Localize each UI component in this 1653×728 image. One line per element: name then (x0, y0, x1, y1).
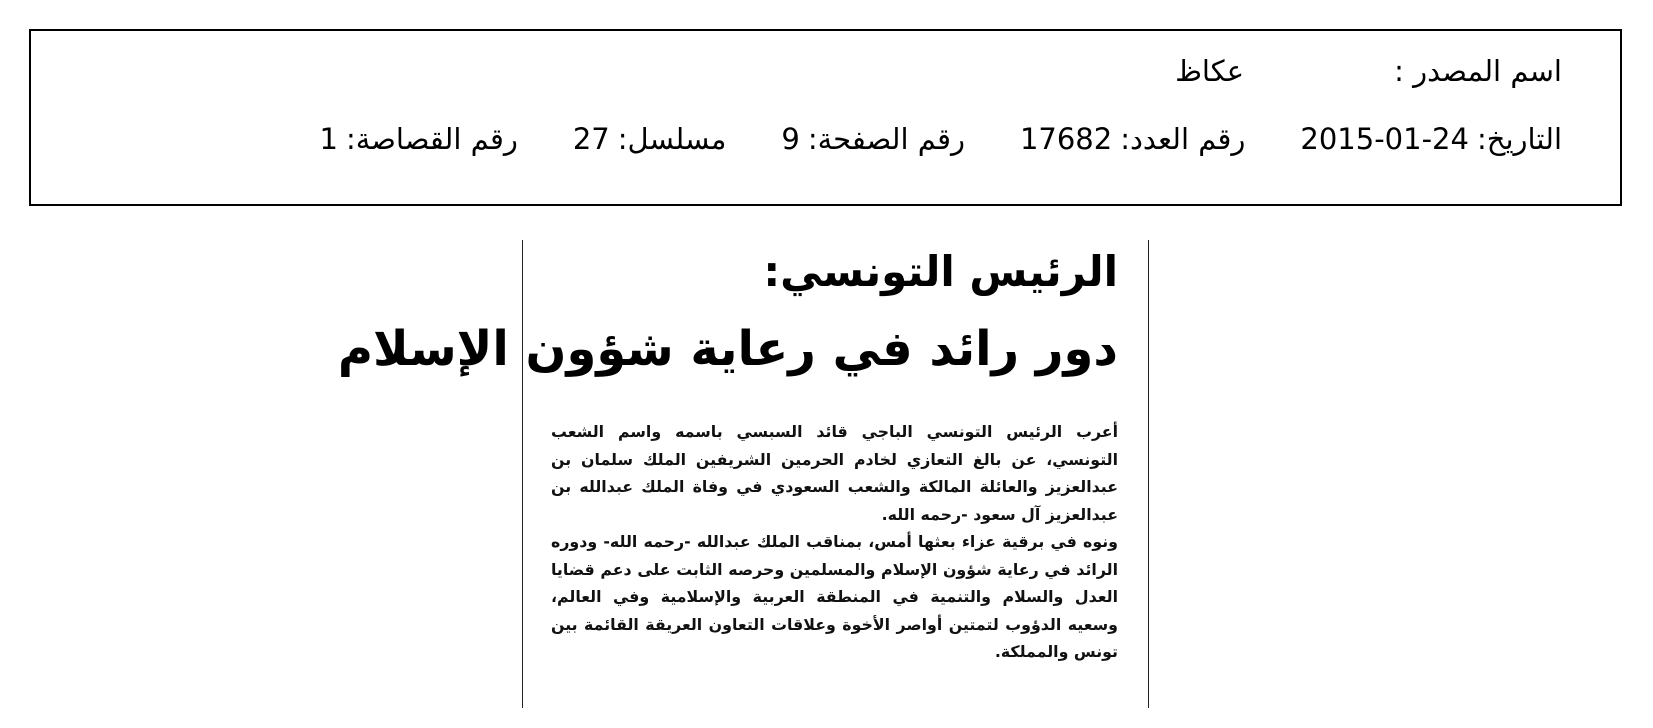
clip-number-value: 1 (319, 122, 338, 156)
article-body (551, 418, 1118, 666)
serial-label: مسلسل: (617, 122, 727, 156)
page-field (781, 122, 965, 156)
clip-number-label: رقم القصاصة: (345, 122, 518, 156)
source-row (1175, 51, 1562, 91)
page-label: رقم الصفحة: (807, 122, 965, 156)
source-value: عكاظ (1175, 54, 1245, 88)
source-label: اسم المصدر : (1394, 54, 1562, 88)
headline-line-2: دور رائد في رعاية شؤون الإسلام (337, 321, 1118, 377)
date-field (1300, 122, 1562, 156)
clip-number-field (320, 122, 518, 156)
serial-value: 27 (572, 122, 610, 156)
issue-value: 17682 (1019, 122, 1113, 156)
article-paragraph-1: أعرب الرئيس التونسي الباجي قائد السبسي باسمه واسم الشعب التونسي، عن بالغ التعازي لخادم الحرمين الشريفين الملك سلمان بن عبدالعزيز والعائلة المالكة والشعب السعودي في وفاة الملك عبدالله بن عبدالعزيز آل سعود -رحمه الله. (551, 422, 1118, 524)
issue-label: رقم العدد: (1120, 122, 1246, 156)
date-label: التاريخ: (1476, 122, 1562, 156)
article-paragraph-2: ونوه في برقية عزاء بعثها أمس، بمناقب الملك عبدالله -رحمه الله- ودوره الرائد في رعاية شؤون الإسلام والمسلمين وحرصه الثابت على دعم قضايا العدل والسلام والتنمية في المنطقة العربية والإسلامية وفي العالم، وسعيه الدؤوب لتمتين أواصر الأخوة وعلاقات التعاون العريقة القائمة بين تونس والمملكة. (551, 532, 1118, 661)
clipping-metadata-box (29, 29, 1622, 206)
issue-field (1020, 122, 1245, 156)
serial-field (573, 122, 727, 156)
headline-line-1: الرئيس التونسي: (763, 247, 1118, 296)
newspaper-clipping (337, 240, 1149, 708)
date-value: 2015-01-24 (1300, 122, 1469, 156)
page-value: 9 (781, 122, 800, 156)
details-row (320, 119, 1563, 159)
